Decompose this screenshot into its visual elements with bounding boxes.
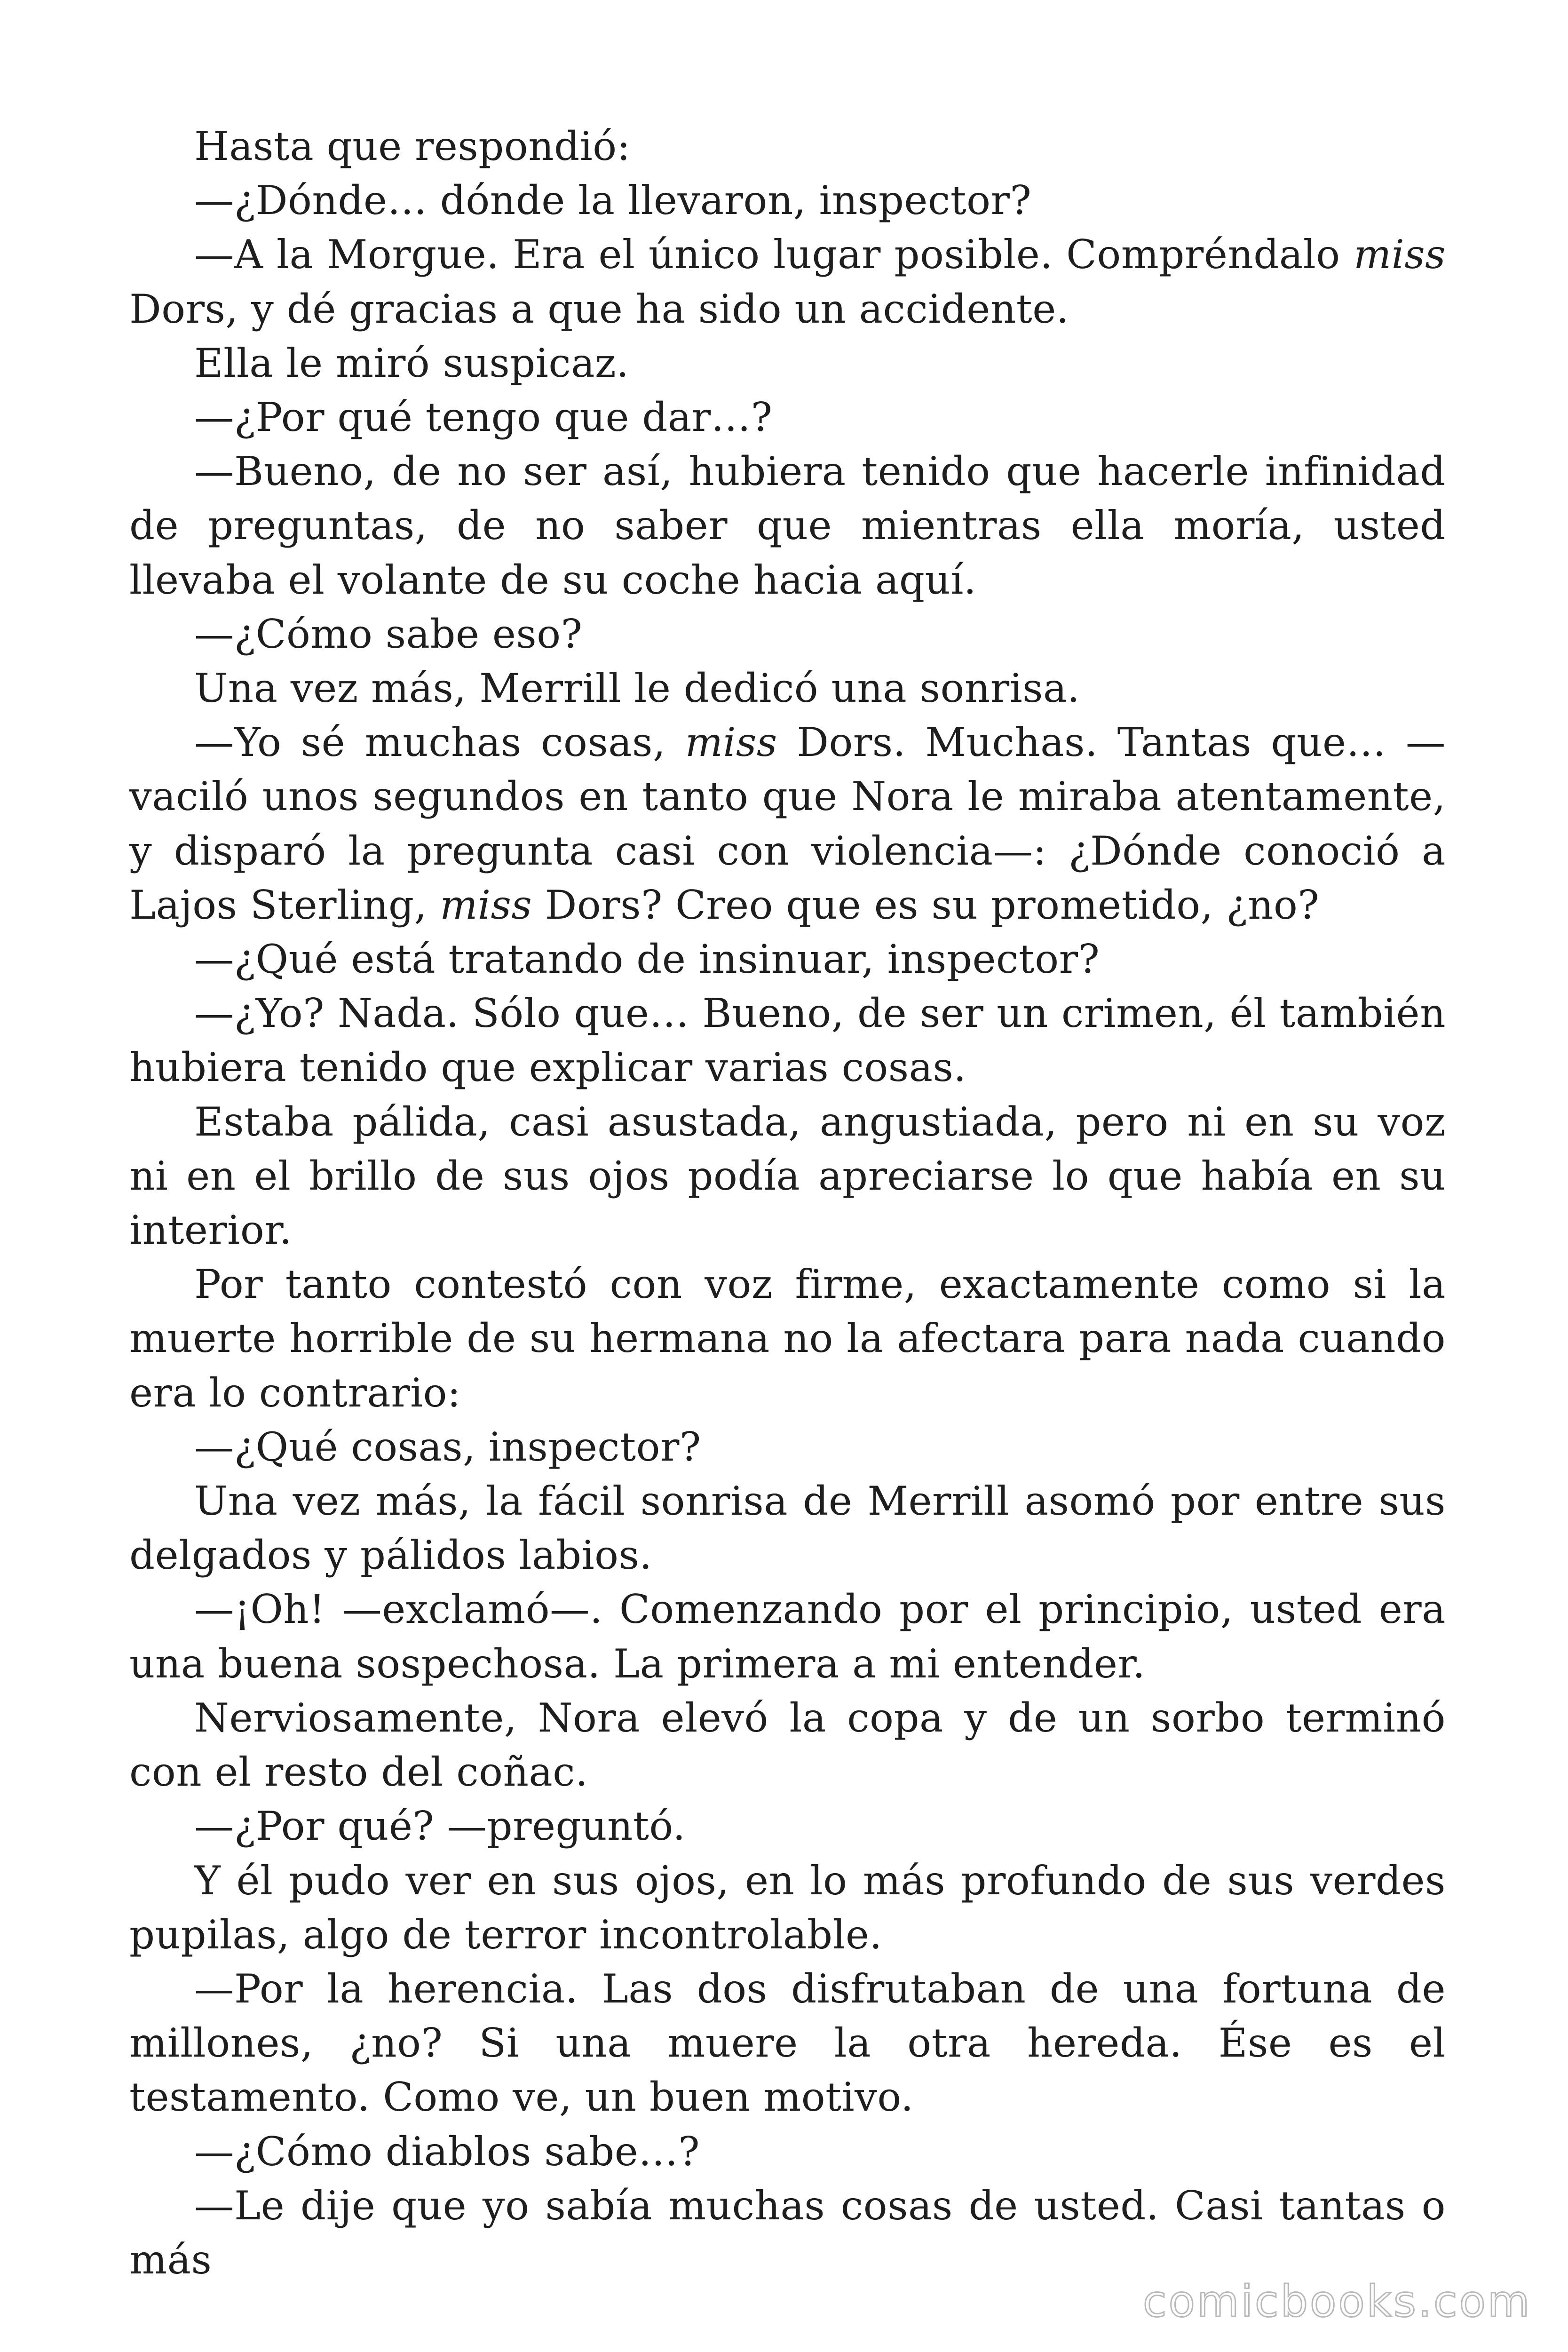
paragraph-text: —¿Cómo sabe eso?	[194, 611, 583, 657]
paragraph	[129, 1691, 1446, 1799]
paragraph	[129, 228, 1446, 336]
paragraph	[129, 986, 1446, 1095]
paragraph	[129, 1474, 1446, 1582]
paragraph-text: —¿Yo? Nada. Sólo que… Bueno, de ser un crimen, él también hubiera tenido que explicar varias cosas.	[129, 990, 1446, 1091]
site-watermark: comicbooks.com	[1143, 2276, 1532, 2327]
italic-text: miss	[440, 882, 532, 928]
paragraph-text: —¿Dónde… dónde la llevaron, inspector?	[194, 177, 1032, 224]
paragraph-text: —¿Por qué? —preguntó.	[194, 1803, 686, 1850]
paragraph-text: Ella le miró suspicaz.	[194, 340, 629, 386]
paragraph	[129, 2179, 1446, 2287]
paragraph	[129, 1854, 1446, 1962]
paragraph-text: Dors, y dé gracias a que ha sido un accidente.	[129, 286, 1069, 332]
paragraph	[129, 607, 1446, 661]
paragraph-text: —¿Qué cosas, inspector?	[194, 1423, 701, 1470]
paragraph-text: —Bueno, de no ser así, hubiera tenido que hacerle infinidad de preguntas, de no saber que mientras ella moría, usted llevaba el volante de su coche hacia aquí.	[129, 448, 1446, 603]
paragraph	[129, 1962, 1446, 2125]
paragraph-text: Una vez más, Merrill le dedicó una sonrisa.	[194, 665, 1080, 712]
paragraph	[129, 445, 1446, 607]
paragraph-text: Y él pudo ver en sus ojos, en lo más profundo de sus verdes pupilas, algo de terror incontrolable.	[129, 1857, 1446, 1958]
paragraph-text: —Por la herencia. Las dos disfrutaban de una fortuna de millones, ¿no? Si una muere la otra hereda. Ése es el testamento. Como ve, un buen motivo.	[129, 1965, 1446, 2121]
paragraph	[129, 932, 1446, 986]
paragraph-text: —¿Qué está tratando de insinuar, inspector?	[194, 936, 1100, 983]
paragraph	[129, 174, 1446, 228]
paragraph	[129, 1095, 1446, 1258]
paragraph	[129, 1799, 1446, 1853]
paragraph-text: Dors. Muchas. Tantas que… —vaciló unos segundos en tanto que Nora le miraba atentamente, y disparó la pregunta casi con violencia—: ¿Dónde conoció a Lajos Sterling,	[129, 719, 1446, 928]
paragraph	[129, 1582, 1446, 1691]
italic-text: miss	[1354, 231, 1446, 278]
paragraph	[129, 661, 1446, 715]
paragraph-text: —¡Oh! —exclamó—. Comenzando por el principio, usted era una buena sospechosa. La primera a mi entender.	[129, 1586, 1446, 1687]
paragraph-text: —¿Por qué tengo que dar…?	[194, 394, 773, 441]
paragraph-text: Nerviosamente, Nora elevó la copa y de un sorbo terminó con el resto del coñac.	[129, 1694, 1446, 1796]
paragraph	[129, 2125, 1446, 2179]
paragraph-text: —Le dije que yo sabía muchas cosas de usted. Casi tantas o más	[129, 2182, 1446, 2283]
paragraph	[129, 1257, 1446, 1420]
paragraph-text: —A la Morgue. Era el único lugar posible. Compréndalo	[194, 231, 1354, 278]
paragraph-text: —Yo sé muchas cosas,	[194, 719, 685, 766]
paragraph-text: Hasta que respondió:	[194, 123, 631, 169]
paragraph-text: Estaba pálida, casi asustada, angustiada, pero ni en su voz ni en el brillo de sus ojos podía apreciarse lo que había en su interior.	[129, 1098, 1446, 1254]
paragraph	[129, 336, 1446, 390]
paragraph-text: —¿Cómo diablos sabe…?	[194, 2128, 700, 2175]
paragraph-text: Dors? Creo que es su prometido, ¿no?	[532, 882, 1320, 928]
book-page-text	[129, 119, 1446, 2287]
paragraph-text: Por tanto contestó con voz firme, exactamente como si la muerte horrible de su hermana no la afectara para nada cuando era lo contrario:	[129, 1261, 1446, 1416]
paragraph	[129, 1420, 1446, 1474]
italic-text: miss	[685, 719, 777, 766]
paragraph	[129, 390, 1446, 445]
paragraph	[129, 119, 1446, 174]
paragraph-text: Una vez más, la fácil sonrisa de Merrill asomó por entre sus delgados y pálidos labios.	[129, 1478, 1446, 1579]
paragraph	[129, 715, 1446, 932]
